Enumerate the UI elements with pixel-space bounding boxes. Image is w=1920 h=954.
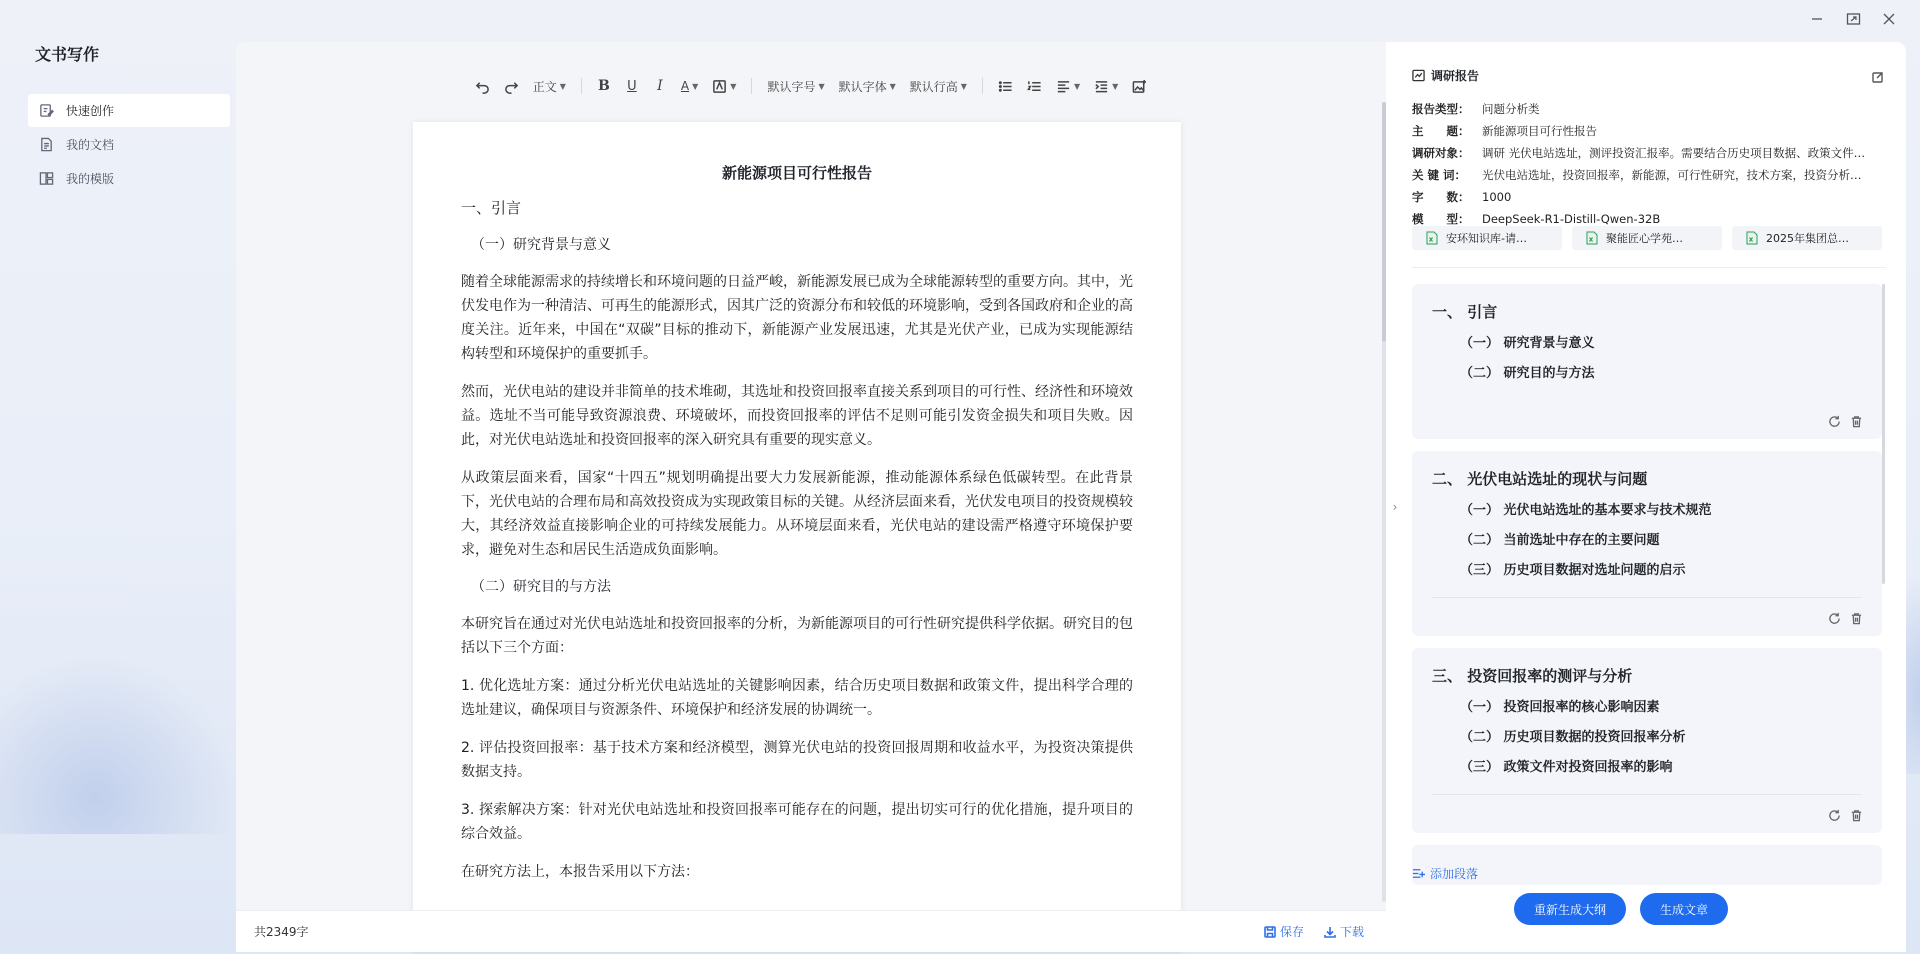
section-divider bbox=[1432, 794, 1862, 795]
save-button[interactable] bbox=[1264, 923, 1304, 940]
meta-key: 主 题： bbox=[1412, 124, 1470, 138]
align-dropdown[interactable] bbox=[1051, 74, 1085, 98]
refresh-icon[interactable] bbox=[1828, 612, 1842, 626]
chevron-down-icon: ▼ bbox=[1073, 81, 1081, 91]
refresh-icon[interactable] bbox=[1828, 415, 1842, 429]
meta-key: 报告类型： bbox=[1412, 102, 1470, 116]
paragraph: 本研究旨在通过对光伏电站选址和投资回报率的分析，为新能源项目的可行性研究提供科学依据。研究目的包括以下三个方面： bbox=[461, 616, 1133, 656]
outline-section-title: 三、 投资回报率的测评与分析 bbox=[1432, 666, 1633, 685]
report-meta bbox=[1412, 98, 1882, 230]
download-icon bbox=[1324, 926, 1336, 938]
chevron-down-icon: ▼ bbox=[960, 81, 967, 91]
action-buttons bbox=[1514, 893, 1728, 925]
meta-value: 光伏电站选址，投资回报率，新能源，可行性研究，技术方案，投资分析… bbox=[1482, 168, 1862, 182]
add-paragraph-label: 添加段落 bbox=[1430, 867, 1479, 881]
paragraph: 然而，光伏电站的建设并非简单的技术堆砌，其选址和投资回报率直接关系到项目的可行性、经济性和环境效益。选址不当可能导致资源浪费、环境破坏，而投资回报率的评估不足则可能引发资金损失和项目失败。因此，对光伏电站选址和投资回报率的深入研究具有重要的现实意义。 bbox=[461, 384, 1133, 448]
chevron-down-icon: ▼ bbox=[730, 81, 737, 91]
excel-file-icon bbox=[1586, 231, 1598, 245]
outline-section[interactable] bbox=[1412, 284, 1882, 439]
report-panel bbox=[1386, 42, 1906, 952]
meta-value: 新能源项目可行性报告 bbox=[1482, 124, 1597, 138]
trash-icon[interactable] bbox=[1850, 612, 1864, 626]
outline-scrollbar[interactable] bbox=[1882, 284, 1885, 584]
document-title: 新能源项目可行性报告 bbox=[721, 164, 872, 182]
redo-icon bbox=[504, 79, 519, 94]
toolbar-divider bbox=[751, 78, 752, 94]
numbered-list-button[interactable] bbox=[1022, 74, 1047, 98]
chevron-down-icon: ▼ bbox=[559, 81, 566, 91]
paragraph: 2. 评估投资回报率：基于技术方案和经济模型，测算光伏电站的投资回报周期和收益水平，为投资决策提供数据支持。 bbox=[461, 740, 1133, 780]
undo-button[interactable] bbox=[470, 74, 495, 98]
outline-subsection: （二） 研究目的与方法 bbox=[1460, 365, 1595, 381]
meta-value: 调研 光伏电站选址，测评投资汇报率。需要结合历史项目数据、政策文件… bbox=[1482, 146, 1866, 160]
main-panel bbox=[236, 42, 1906, 952]
maximize-icon[interactable] bbox=[1844, 10, 1862, 28]
outline-subsection: （三） 政策文件对投资回报率的影响 bbox=[1460, 759, 1673, 775]
highlight-icon bbox=[712, 79, 727, 94]
font-size-dropdown[interactable] bbox=[762, 74, 829, 98]
italic-button[interactable]: I bbox=[657, 78, 663, 94]
numbered-list-icon bbox=[1027, 79, 1042, 94]
meta-row-subject bbox=[1412, 142, 1882, 164]
meta-value: 问题分析类 bbox=[1482, 102, 1540, 116]
toolbar-divider bbox=[982, 78, 983, 94]
section-divider bbox=[1432, 597, 1862, 598]
sidebar-item-label: 我的模版 bbox=[66, 172, 115, 186]
outline-section-title: 二、 光伏电站选址的现状与问题 bbox=[1432, 469, 1648, 488]
trash-icon[interactable] bbox=[1850, 415, 1864, 429]
outline-section-title: 一、 引言 bbox=[1432, 302, 1498, 321]
section-actions bbox=[1828, 612, 1864, 626]
refresh-icon[interactable] bbox=[1828, 809, 1842, 823]
file-name: 安环知识库-请… bbox=[1446, 232, 1527, 245]
excel-file-icon bbox=[1426, 231, 1438, 245]
close-icon[interactable] bbox=[1880, 10, 1898, 28]
meta-row-keywords bbox=[1412, 164, 1882, 186]
line-height-label: 默认行高 bbox=[909, 79, 958, 94]
save-label: 保存 bbox=[1279, 925, 1304, 939]
font-size-label: 默认字号 bbox=[767, 79, 816, 94]
template-icon bbox=[38, 171, 54, 187]
section-actions bbox=[1828, 415, 1864, 429]
outline-section[interactable] bbox=[1412, 845, 1882, 885]
chevron-down-icon: ▼ bbox=[692, 81, 699, 91]
download-button[interactable] bbox=[1324, 923, 1364, 940]
sidebar-item-label: 快速创作 bbox=[66, 104, 115, 118]
heading-2: （二）研究目的与方法 bbox=[471, 579, 611, 595]
outline-subsection: （二） 历史项目数据的投资回报率分析 bbox=[1460, 729, 1686, 745]
reference-files bbox=[1412, 226, 1882, 250]
heading-2: （一）研究背景与意义 bbox=[471, 237, 611, 253]
add-paragraph-icon bbox=[1412, 867, 1425, 880]
outline-list bbox=[1412, 284, 1882, 894]
report-title: 调研报告 bbox=[1431, 69, 1480, 83]
paragraph: 1. 优化选址方案：通过分析光伏电站选址的关键影响因素，结合历史项目数据和政策文件，提出科学合理的选址建议，确保项目与资源条件、环境保护和经济发展的协调统一。 bbox=[461, 678, 1133, 718]
sidebar-nav bbox=[28, 94, 230, 196]
sidebar bbox=[0, 0, 236, 954]
meta-value: 1000 bbox=[1482, 190, 1512, 204]
divider bbox=[1412, 267, 1886, 268]
font-family-label: 默认字体 bbox=[838, 79, 887, 94]
chevron-down-icon: ▼ bbox=[818, 81, 825, 91]
sidebar-item-quick-create[interactable] bbox=[28, 94, 230, 127]
editor-area bbox=[236, 42, 1386, 952]
underline-button[interactable]: U bbox=[627, 78, 637, 94]
file-chip[interactable] bbox=[1572, 226, 1722, 250]
chevron-down-icon: ▼ bbox=[889, 81, 896, 91]
font-color-label: A bbox=[680, 79, 690, 93]
outline-subsection: （一） 投资回报率的核心影响因素 bbox=[1460, 699, 1660, 715]
paragraph: 在研究方法上，本报告采用以下方法： bbox=[461, 864, 699, 880]
chevron-down-icon: ▼ bbox=[1112, 81, 1119, 91]
align-left-icon bbox=[1056, 79, 1071, 94]
outline-subsection: （三） 历史项目数据对选址问题的启示 bbox=[1460, 562, 1686, 578]
report-icon bbox=[1412, 69, 1425, 82]
edit-icon bbox=[38, 103, 54, 119]
trash-icon[interactable] bbox=[1850, 809, 1864, 823]
minimize-icon[interactable] bbox=[1808, 10, 1826, 28]
meta-row-topic bbox=[1412, 120, 1882, 142]
paragraph-style-label: 正文 bbox=[532, 79, 557, 94]
insert-image-icon bbox=[1132, 79, 1147, 94]
outline-subsection: （一） 光伏电站选址的基本要求与技术规范 bbox=[1460, 502, 1712, 518]
redo-button[interactable] bbox=[499, 74, 524, 98]
meta-row-type bbox=[1412, 98, 1882, 120]
generate-article-button[interactable]: 生成文章 bbox=[1640, 893, 1728, 925]
paragraph: 3. 探索解决方案：针对光伏电站选址和投资回报率可能存在的问题，提出切实可行的优化措施，提升项目的综合效益。 bbox=[461, 802, 1133, 842]
file-name: 聚能匠心学苑… bbox=[1606, 232, 1683, 245]
sidebar-item-label: 我的文档 bbox=[66, 138, 115, 152]
bold-button[interactable]: B bbox=[597, 78, 610, 94]
outline-section[interactable] bbox=[1412, 648, 1882, 833]
save-icon bbox=[1264, 926, 1276, 938]
meta-row-word-count bbox=[1412, 186, 1882, 208]
section-actions bbox=[1828, 809, 1864, 823]
editor-toolbar bbox=[236, 72, 1386, 100]
meta-value: DeepSeek-R1-Distill-Qwen-32B bbox=[1482, 212, 1661, 226]
indent-dropdown[interactable] bbox=[1089, 74, 1123, 98]
excel-file-icon bbox=[1746, 231, 1758, 245]
insert-image-button[interactable] bbox=[1127, 74, 1152, 98]
sidebar-item-my-documents[interactable] bbox=[28, 128, 230, 161]
sidebar-item-my-templates[interactable] bbox=[28, 162, 230, 195]
editor-footer bbox=[236, 910, 1386, 952]
document-page[interactable] bbox=[413, 122, 1181, 952]
window-controls bbox=[1808, 10, 1898, 28]
undo-icon bbox=[475, 79, 490, 94]
font-family-dropdown[interactable] bbox=[834, 74, 901, 98]
add-paragraph-button[interactable] bbox=[1412, 865, 1478, 882]
outline-subsection: （二） 当前选址中存在的主要问题 bbox=[1460, 532, 1660, 548]
paragraph: 随着全球能源需求的持续增长和环境问题的日益严峻，新能源发展已成为全球能源转型的重要方向。其中，光伏发电作为一种清洁、可再生的能源形式，因其广泛的资源分布和较低的环境影响，受到各国政府和企业的高度关注。近年来，中国在“双碳”目标的推动下，新能源产业发展迅速，尤其是光伏产业，已成为实现能源结构转型和环境保护的重要抓手。 bbox=[461, 274, 1133, 362]
word-count: 共2349字 bbox=[254, 925, 309, 939]
report-header bbox=[1412, 67, 1479, 84]
highlight-color-dropdown[interactable] bbox=[707, 74, 741, 98]
regenerate-outline-button[interactable]: 重新生成大纲 bbox=[1514, 893, 1626, 925]
line-height-dropdown[interactable] bbox=[905, 74, 972, 98]
indent-icon bbox=[1094, 79, 1109, 94]
footer-actions bbox=[1264, 923, 1364, 940]
outline-section[interactable] bbox=[1412, 451, 1882, 636]
edit-icon bbox=[1872, 71, 1884, 83]
outline-subsection: （一） 研究背景与意义 bbox=[1460, 335, 1595, 351]
meta-key: 模 型： bbox=[1412, 212, 1470, 226]
toolbar-divider bbox=[581, 78, 582, 94]
bullet-list-icon bbox=[998, 79, 1013, 94]
paragraph: 从政策层面来看，国家“十四五”规划明确提出要大力发展新能源，推动能源体系绿色低碳转型。在此背景下，光伏电站的合理布局和高效投资成为实现政策目标的关键。从经济层面来看，光伏发电项目的投资规模较大，其经济效益直接影响企业的可持续发展能力。从环境层面来看，光伏电站的建设需严格遵守环境保护要求，避免对生态和居民生活造成负面影响。 bbox=[461, 470, 1133, 558]
meta-key: 调研对象： bbox=[1412, 146, 1470, 160]
file-chip[interactable] bbox=[1412, 226, 1562, 250]
font-color-dropdown[interactable] bbox=[676, 74, 703, 98]
edit-report-button[interactable] bbox=[1872, 68, 1886, 82]
meta-key: 字 数： bbox=[1412, 190, 1470, 204]
collapse-panel-button[interactable]: › bbox=[1392, 500, 1398, 514]
document-icon bbox=[38, 137, 54, 153]
download-label: 下载 bbox=[1339, 925, 1364, 939]
file-name: 2025年集团总… bbox=[1766, 232, 1849, 245]
bullet-list-button[interactable] bbox=[993, 74, 1018, 98]
paragraph-style-dropdown[interactable] bbox=[528, 74, 571, 98]
file-chip[interactable] bbox=[1732, 226, 1882, 250]
heading-1: 一、引言 bbox=[461, 199, 522, 217]
meta-key: 关 键 词： bbox=[1412, 168, 1467, 182]
app-title: 文书写作 bbox=[35, 45, 100, 64]
